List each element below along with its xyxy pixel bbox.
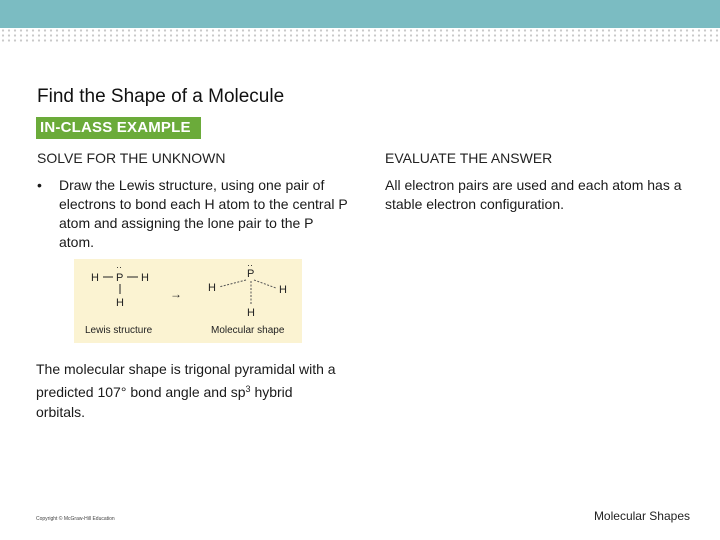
in-class-example-badge: IN-CLASS EXAMPLE — [36, 117, 201, 139]
lewis-structure-figure — [74, 259, 302, 343]
shape-p-atom: P — [247, 268, 255, 280]
solve-bullet-text: Draw the Lewis structure, using one pair of electrons to bond each H atom to the central P atom and assigning the lone pair to the P atom. — [59, 177, 348, 250]
summary-text — [36, 359, 336, 422]
summary-text-main: The molecular shape is trigonal pyramidal with a predicted 107° bond angle and sp — [36, 361, 336, 400]
solve-heading: SOLVE FOR THE UNKNOWN — [37, 150, 226, 166]
shape-bond-left — [219, 280, 246, 287]
molecular-shape-caption: Molecular shape — [211, 325, 285, 336]
evaluate-heading: EVALUATE THE ANSWER — [385, 150, 553, 166]
dotted-pattern-band — [0, 28, 720, 42]
footer-section-title: Molecular Shapes — [593, 509, 690, 523]
lewis-h-left: H — [91, 272, 99, 284]
bullet-icon: • — [37, 177, 42, 193]
summary-superscript: 3 — [245, 384, 251, 394]
slide-title: Find the Shape of a Molecule — [37, 86, 285, 107]
lewis-structure-caption: Lewis structure — [85, 325, 153, 336]
shape-h-bottom: H — [247, 307, 255, 319]
shape-bond-right — [254, 280, 276, 288]
arrow-icon: → — [170, 287, 182, 301]
header-bar — [0, 0, 720, 28]
lewis-h-bottom: H — [116, 297, 124, 309]
lewis-structure-diagram — [74, 259, 302, 343]
summary-text-end: hybrid orbitals. — [36, 384, 293, 420]
shape-h-right: H — [279, 284, 287, 296]
shape-lone-pair: ·· — [247, 260, 253, 270]
shape-h-left: H — [208, 282, 216, 294]
lewis-h-right: H — [141, 272, 149, 284]
copyright-notice: Copyright © McGraw-Hill Education — [36, 516, 115, 522]
lewis-lone-pair: ·· — [116, 262, 122, 272]
evaluate-text: All electron pairs are used and each atom has a stable electron configuration. — [385, 177, 682, 212]
lewis-p-atom: P — [116, 272, 124, 284]
